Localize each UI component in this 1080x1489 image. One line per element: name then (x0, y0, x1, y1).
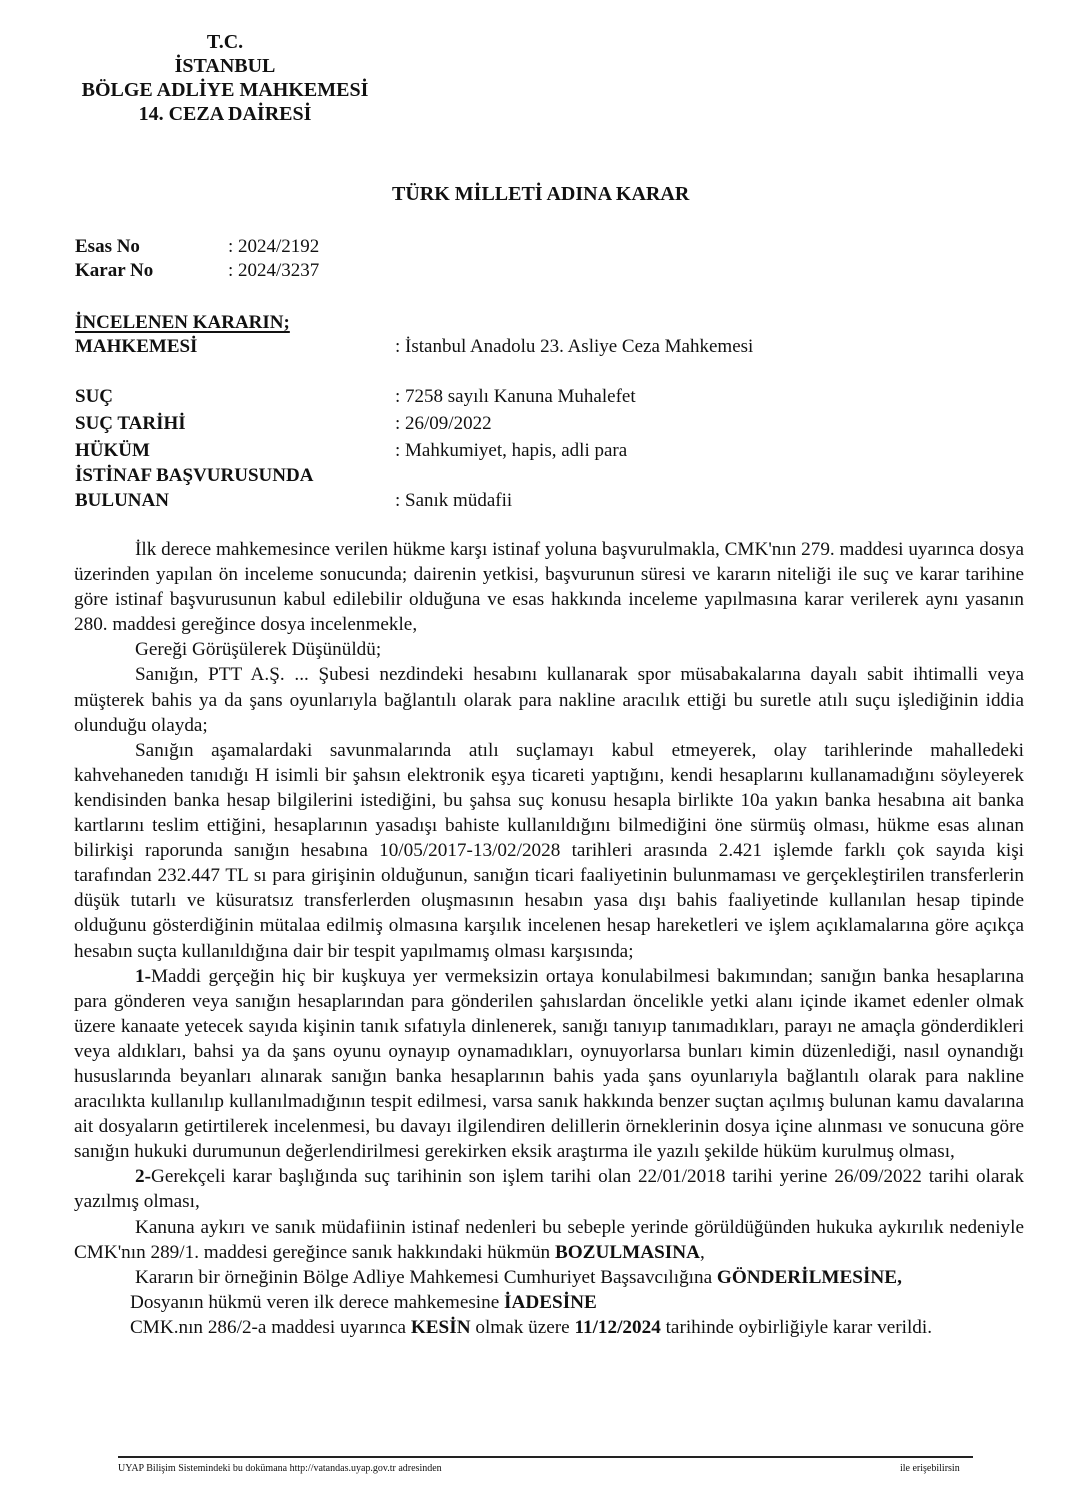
final-finality: KESİN (410, 1316, 471, 1338)
footer-access-note: ile erişebilirsin (900, 1463, 960, 1474)
reason-2-number: 2- (135, 1166, 151, 1188)
reason-1-number: 1- (135, 965, 151, 987)
reviewed-heading: İNCELENEN KARARIN; (75, 312, 290, 333)
paragraph-deliberation: Gereği Görüşülerek Düşünüldü; (135, 639, 382, 661)
paragraph-defense: Sanığın aşamalardaki savunmalarında atılı suçlamayı kabul etmeyerek, olay tarihlerinde mahalledeki kahvehaneden tanıdığı H isimli bir şahsın elektronik eşya ticareti yaptığını, kendi hesaplarını kullanamadığını söyleyerek kendisinden banka hesap bilgilerini istediğini, bu şahsa suç konusu hesapla birlikte 10a yakın banka hesabına ait banka kartlarını teslim ettiğini, hesaplarının yasadışı bahiste kullanıldığını bilmediğini öne sürmüş olması, hükme esas alınan bilirkişi raporunda sanığın hesabına 10/05/2017-13/02/2028 tarihleri arasında 2.421 işlemde farklı çok sayıda kişi tarafından 232.447 TL sı para girişinin olduğunun, sanığın ticari faaliyetinin bulunmaması ve gerçekleştirilen transferlerin düşük tutarlı ve küsuratsız transferlerden oluşmasının hesabın yasa dışı bahis faaliyetinde kullanılan hesap tipinde olduğunu gösterdiğinin mütalaa edilmiş olmasına karşılık incelenen hesap hareketleri ve işlem açıklamalarına göre açıkça hesabın suçta kullanıldığına dair bir tespit yapılmamış olması karşısında; (74, 739, 1024, 962)
paragraph-reason-1 (74, 964, 1024, 1165)
return-text: Dosyanın hükmü veren ilk derece mahkemesine (130, 1291, 505, 1313)
field-value-crime-date: : 26/09/2022 (395, 413, 492, 434)
paragraph-reversal (74, 1215, 1024, 1265)
paragraph-return (74, 1290, 1024, 1315)
reversal-end: , (699, 1241, 705, 1263)
paragraph-allegation: Sanığın, PTT A.Ş. ... Şubesi nezdindeki hesabını kullanarak spor müsabakalarına dayalı sabit ihtimalli veya müşterek bahis ya da şans oyunlarıyla bağlantılı olarak para nakline aracılık ettiği bu suretle atılı suçu işlediğinin iddia olunduğu olayda; (74, 664, 1024, 736)
field-label-appeal: İSTİNAF BAŞVURUSUNDA (75, 465, 314, 486)
decision-body (74, 537, 1024, 1340)
decision-title: TÜRK MİLLETİ ADINA KARAR (392, 183, 690, 205)
field-label-court: MAHKEMESİ (75, 336, 198, 357)
field-value-appellant: : Sanık müdafii (395, 490, 513, 511)
final-text-a: CMK.nın 286/2-a maddesi uyarınca (130, 1316, 411, 1338)
reversal-text: Kanuna aykırı ve sanık müdafiinin istinaf nedenleri bu sebeple yerinde görüldüğünden hukuka aykırılık nedeniyle CMK'nın 289/1. maddesi gereğince sanık hakkındaki hükmün (74, 1216, 1024, 1263)
field-label-crime-date: SUÇ TARİHİ (75, 413, 186, 434)
paragraph-final (74, 1315, 1024, 1340)
paragraph-preliminary-review: İlk derece mahkemesince verilen hükme karşı istinaf yoluna başvurulmakla, CMK'nın 279. maddesi uyarınca dosya üzerinden yapılan ön inceleme sonucunda; dairenin yetkisi, başvurunun süresi ve kararın niteliği ile suç ve karar tarihine göre istinaf başvurusunun kabul edilebilir olduğuna ve esas hakkında inceleme yapılmasına karar verilerek aynı yasanın 280. maddesi gereğince dosya incelenmekle, (74, 539, 1024, 636)
reason-2-text: Gerekçeli karar başlığında suç tarihinin son işlem tarihi olan 22/01/2018 tarihi yerine 26/09/2022 tarihi olarak yazılmış olması, (74, 1166, 1024, 1213)
header-line-chamber: 14. CEZA DAİRESİ (138, 103, 312, 125)
paragraph-reason-2 (74, 1164, 1024, 1214)
reversal-verdict: BOZULMASINA (554, 1241, 700, 1263)
send-text: Kararın bir örneğinin Bölge Adliye Mahkemesi Cumhuriyet Başsavcılığına (135, 1266, 717, 1288)
field-value-crime: : 7258 sayılı Kanuna Muhalefet (395, 386, 636, 407)
field-value-court: : İstanbul Anadolu 23. Asliye Ceza Mahkemesi (395, 336, 754, 357)
court-header (60, 30, 390, 126)
karar-value: : 2024/3237 (228, 260, 320, 281)
header-line-court: BÖLGE ADLİYE MAHKEMESİ (81, 79, 369, 101)
field-label-verdict: HÜKÜM (75, 440, 150, 461)
final-text-b: olmak üzere (470, 1316, 575, 1338)
footer-divider (118, 1456, 973, 1458)
return-verdict: İADESİNE (504, 1291, 597, 1313)
footer-uyap-note: UYAP Bilişim Sistemindeki bu dokümana http://vatandas.uyap.gov.tr adresinden (118, 1463, 442, 1474)
karar-label: Karar No (75, 260, 154, 281)
esas-label: Esas No (75, 236, 140, 257)
reason-1-text: Maddi gerçeğin hiç bir kuşkuya yer vermeksizin ortaya konulabilmesi bakımından; sanığın banka hesaplarına para gönderen veya sanığın hesaplarından para gönderilen şahıslardan öncelikle yetki alanı içinde ikamet edenler olmak üzere kanaate yetecek sayıda kişinin tanık sıfatıyla dinlenerek, sanığı tanıyıp tanımadıkları, parayı ne amaçla gönderdikleri veya aldıkları, bahsi ya da şans oyunu oynayıp oynamadıkları, oynuyorlarsa bunları kimin düzenlediği, nasıl oynandığı hususlarında beyanları alınarak sanığın banka hesaplarının bahis yada şans oyunlarıyla bağlantılı olarak para nakline aracılıkta kullanılıp kullanılmadığının tespit edilmesi, varsa sanık hakkında benzer suçtan açılmış bulunan kamu davalarına ait dosyaların getirtilerek incelenmesi, bu davayı ilgilendiren delillerin örneklerinin dosya içine alınması ve sonucuna göre sanığın hukuki durumunun değerlendirilmesi gerekirken eksik araştırma ile yazılı şekilde hüküm kurulmuş olması, (74, 965, 1024, 1163)
final-text-c: tarihinde oybirliğiyle karar verildi. (660, 1316, 932, 1338)
field-label-appellant: BULUNAN (75, 490, 169, 511)
header-line-tc: T.C. (206, 31, 244, 53)
final-date: 11/12/2024 (574, 1316, 661, 1338)
field-label-crime: SUÇ (75, 386, 114, 407)
header-line-city: İSTANBUL (174, 55, 276, 77)
esas-value: : 2024/2192 (228, 236, 320, 257)
field-value-verdict: : Mahkumiyet, hapis, adli para (395, 440, 628, 461)
paragraph-send (74, 1265, 1024, 1290)
send-verdict: GÖNDERİLMESİNE, (716, 1266, 902, 1288)
